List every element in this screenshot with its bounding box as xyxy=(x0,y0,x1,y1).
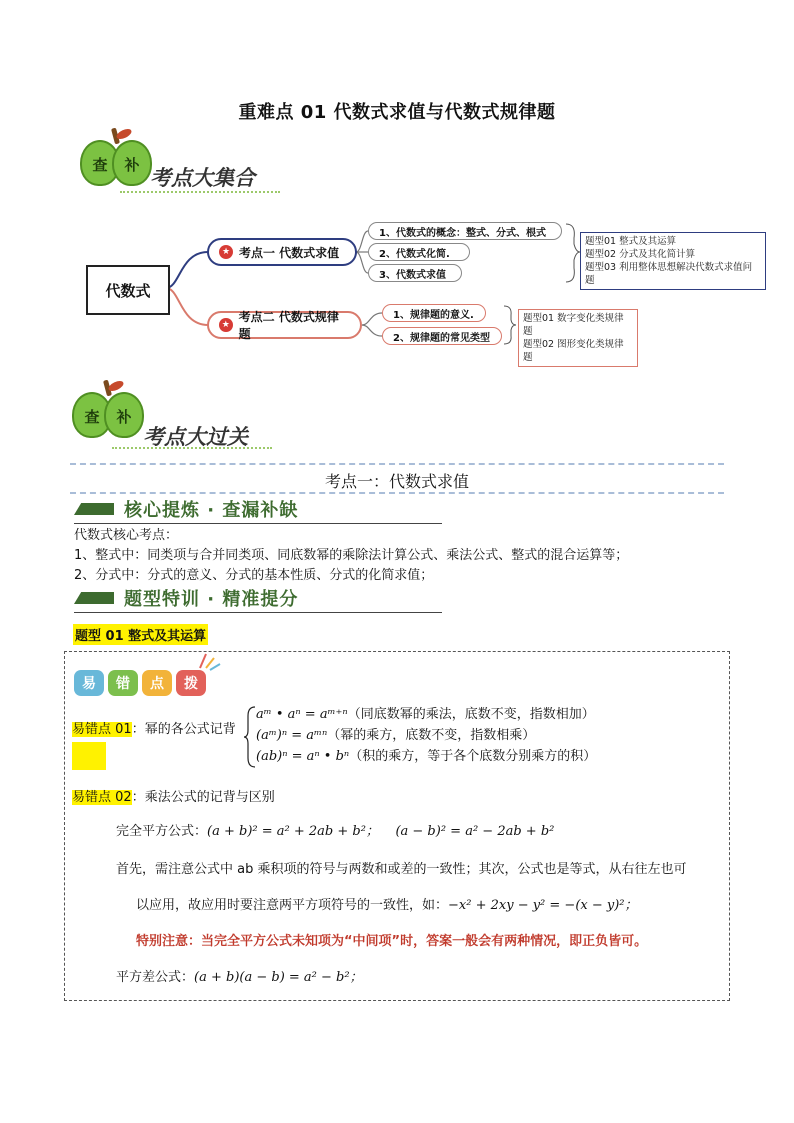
note-para-2-formula: −x² + 2xy − y² = −(x − y)²； xyxy=(448,898,638,913)
tag-dian: 点 xyxy=(142,670,172,696)
error-01-text: ：幂的各公式记背 xyxy=(131,722,236,737)
kaodian-1-heading: 考点一：代数式求值 xyxy=(324,472,469,491)
banner-marker xyxy=(74,503,114,515)
banner-marker xyxy=(74,592,114,604)
mindmap-node-1-item-2: 2、代数式化简. xyxy=(368,243,470,261)
error-01-number: 01 xyxy=(115,722,132,737)
perfect-square-formula-1: (a + b)² = a² + 2ab + b²； xyxy=(207,824,379,839)
banner-training-text: 题型特训 · 精准提分 xyxy=(124,589,299,610)
note-para-2-text: 以应用，故应用时要注意两平方项符号的一致性，如： xyxy=(136,898,449,913)
banner-training xyxy=(74,587,298,609)
mindmap-node-1-note xyxy=(580,232,766,290)
mindmap-node-1 xyxy=(207,238,357,266)
error-02-number: 02 xyxy=(115,790,132,805)
star-icon: ★ xyxy=(219,245,233,259)
power-formulas xyxy=(256,704,596,767)
section-collection-heading: 考点大集合 xyxy=(150,165,255,190)
note-line: 题型02 分式及其化简计算 xyxy=(585,249,696,260)
section-pass-heading: 考点大过关 xyxy=(143,424,248,449)
formula-power-of-power: (aᵐ)ⁿ = aᵐⁿ xyxy=(256,728,328,743)
star-icon: ★ xyxy=(219,318,233,332)
difference-of-squares-formula: (a + b)(a − b) = a² − b²； xyxy=(194,970,363,985)
tag-cuo: 错 xyxy=(108,670,138,696)
badge-left-char: 查 xyxy=(84,408,100,426)
sparkle-icon xyxy=(196,652,222,672)
note-line: 题型02 图形变化类规律题 xyxy=(523,339,624,363)
mindmap-node-2-label: 考点二 代数式规律题 xyxy=(238,310,339,341)
note-para-1: 首先，需注意公式中 ab 乘积项的符号与两数和或差的一致性；其次，公式也是等式，从右往左也可 xyxy=(116,862,687,877)
error-01-label xyxy=(72,720,236,740)
tag-yi: 易 xyxy=(74,670,104,696)
mindmap-root: 代数式 xyxy=(86,265,170,315)
mindmap-node-1-label: 考点一 代数式求值 xyxy=(239,245,340,260)
special-note: 特别注意：当完全平方公式未知项为“中间项”时，答案一般会有两种情况，即正负皆可。 xyxy=(136,934,648,949)
mindmap-node-2-item-2: 2、规律题的常见类型 xyxy=(382,327,502,345)
error-01-highlight xyxy=(72,742,106,770)
mindmap-node-2 xyxy=(207,311,362,339)
mindmap-connectors xyxy=(0,0,794,380)
brace xyxy=(244,706,256,768)
formula-product-of-powers: aᵐ • aⁿ = aᵐ⁺ⁿ xyxy=(256,707,348,722)
badge-right-char: 补 xyxy=(124,156,140,174)
tag-bo: 拨 xyxy=(176,670,206,696)
difference-of-squares-line xyxy=(116,968,363,988)
banner-underline xyxy=(74,612,442,613)
core-points xyxy=(74,526,734,586)
dotted-divider xyxy=(112,447,272,449)
perfect-square-formula-2: (a − b)² = a² − 2ab + b² xyxy=(395,824,555,839)
note-line: 题型01 整式及其运算 xyxy=(585,236,677,247)
mindmap-node-1-item-1: 1、代数式的概念：整式、分式、根式 xyxy=(368,222,562,240)
perfect-square-line xyxy=(116,822,554,842)
formula-note: （同底数幂的乘法，底数不变，指数相加） xyxy=(347,707,595,722)
mindmap-node-2-note xyxy=(518,309,638,367)
dashed-divider xyxy=(70,463,724,465)
error-01-prefix: 易错点 xyxy=(72,722,116,737)
note-line: 题型01 数字变化类规律题 xyxy=(523,313,624,337)
banner-underline xyxy=(74,523,442,524)
tixing-label: 题型 01 整式及其运算 xyxy=(73,624,208,645)
error-tips-tags xyxy=(74,670,210,696)
mindmap-node-2-item-1: 1、规律题的意义. xyxy=(382,304,486,322)
perfect-square-label: 完全平方公式： xyxy=(116,824,208,839)
error-02-prefix: 易错点 xyxy=(72,790,116,805)
page-title: 重难点 01 代数式求值与代数式规律题 xyxy=(238,102,556,123)
core-intro: 代数式核心考点： xyxy=(74,528,179,543)
error-02-label xyxy=(72,788,275,808)
mindmap-node-1-item-3: 3、代数式求值 xyxy=(368,264,462,282)
formula-note: （积的乘方，等于各个底数分别乘方的积） xyxy=(349,749,597,764)
difference-of-squares-label: 平方差公式： xyxy=(116,970,195,985)
formula-power-of-product: (ab)ⁿ = aⁿ • bⁿ xyxy=(256,749,350,764)
note-line: 题型03 利用整体思想解决代数式求值问题 xyxy=(585,262,753,286)
badge-left-char: 查 xyxy=(92,156,108,174)
dashed-divider xyxy=(70,492,724,494)
core-line-1: 1、整式中：同类项与合并同类项、同底数幂的乘除法计算公式、乘法公式、整式的混合运算等； xyxy=(74,548,629,563)
core-line-2: 2、分式中：分式的意义、分式的基本性质、分式的化简求值； xyxy=(74,568,434,583)
error-02-text: ：乘法公式的记背与区别 xyxy=(131,790,275,805)
badge-right-char: 补 xyxy=(116,408,132,426)
banner-core-text: 核心提炼 · 查漏补缺 xyxy=(124,500,299,521)
note-para-2 xyxy=(136,896,728,916)
banner-core xyxy=(74,498,298,520)
formula-note: （幂的乘方，底数不变，指数相乘） xyxy=(327,728,536,743)
